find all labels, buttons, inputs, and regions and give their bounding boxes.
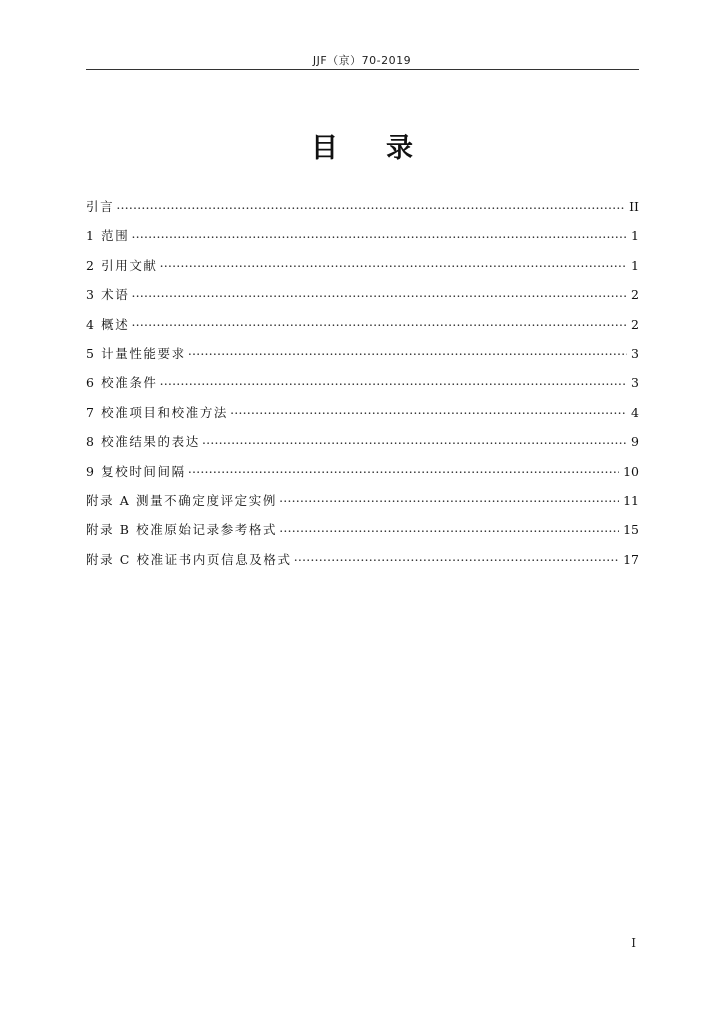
toc-entry-calibration-items-methods[interactable]: [86, 403, 639, 432]
toc-dot-leader: [188, 463, 619, 476]
toc-dot-leader: [279, 522, 619, 535]
toc-entry-calibration-conditions[interactable]: [86, 373, 639, 402]
toc-entry-label: 附录 A 测量不确定度评定实例: [86, 492, 277, 508]
toc-dot-leader: [294, 551, 619, 564]
toc-dot-leader: [160, 375, 628, 388]
toc-entry-page: 11: [623, 492, 639, 508]
toc-entry-page: 2: [631, 287, 639, 303]
toc-dot-leader: [160, 257, 628, 270]
toc-entry-appendix-c[interactable]: [86, 550, 639, 579]
toc-entry-terms[interactable]: [86, 285, 639, 314]
toc-dot-leader: [202, 434, 627, 447]
page-title: [0, 126, 724, 165]
toc-entry-page: 4: [631, 404, 639, 420]
title-char-1: 目: [311, 133, 338, 164]
toc-entry-calibration-results[interactable]: [86, 432, 639, 461]
toc-entry-page: 15: [623, 522, 639, 538]
toc-entry-appendix-a[interactable]: [86, 491, 639, 520]
toc-entry-page: 3: [631, 345, 639, 361]
toc-entry-label: 3 术语: [86, 287, 130, 303]
toc-entry-label: 4 概述: [86, 316, 130, 332]
toc-entry-page: 1: [631, 228, 639, 244]
toc-dot-leader: [131, 228, 627, 241]
toc-entry-page: 10: [623, 463, 639, 479]
toc-entry-recalibration-interval[interactable]: [86, 462, 639, 491]
toc-dot-leader: [131, 316, 627, 329]
toc-entry-overview[interactable]: [86, 315, 639, 344]
toc-entry-label: 附录 C 校准证书内页信息及格式: [86, 551, 292, 567]
title-char-2: 录: [386, 133, 413, 164]
toc-entry-appendix-b[interactable]: [86, 520, 639, 549]
header-rule: [86, 69, 639, 70]
toc-dot-leader: [131, 287, 627, 300]
toc-entry-label: 7 校准项目和校准方法: [86, 404, 229, 420]
toc-entry-page: 9: [631, 434, 639, 450]
toc-entry-label: 1 范围: [86, 228, 130, 244]
toc-entry-label: 9 复校时间间隔: [86, 463, 186, 479]
toc-entry-page: 1: [631, 257, 639, 273]
toc-entry-label: 5 计量性能要求: [86, 345, 186, 361]
toc-entry-label: 6 校准条件: [86, 375, 158, 391]
table-of-contents: [86, 197, 639, 579]
page-number: I: [631, 936, 636, 950]
toc-entry-page: II: [629, 199, 639, 214]
toc-dot-leader: [279, 492, 619, 505]
toc-entry-metrological-requirements[interactable]: [86, 344, 639, 373]
toc-entry-foreword[interactable]: [86, 197, 639, 226]
toc-entry-label: 8 校准结果的表达: [86, 434, 200, 450]
toc-entry-page: 2: [631, 316, 639, 332]
toc-entry-references[interactable]: [86, 256, 639, 285]
document-code: JJF（京）70-2019: [312, 54, 412, 67]
toc-dot-leader: [116, 199, 625, 212]
toc-entry-scope[interactable]: [86, 226, 639, 255]
toc-entry-label: 2 引用文献: [86, 257, 158, 273]
toc-dot-leader: [188, 345, 627, 358]
toc-dot-leader: [230, 404, 627, 417]
toc-entry-label: 引言: [86, 199, 115, 214]
toc-entry-page: 3: [631, 375, 639, 391]
toc-entry-page: 17: [623, 551, 639, 567]
toc-entry-label: 附录 B 校准原始记录参考格式: [86, 522, 278, 538]
